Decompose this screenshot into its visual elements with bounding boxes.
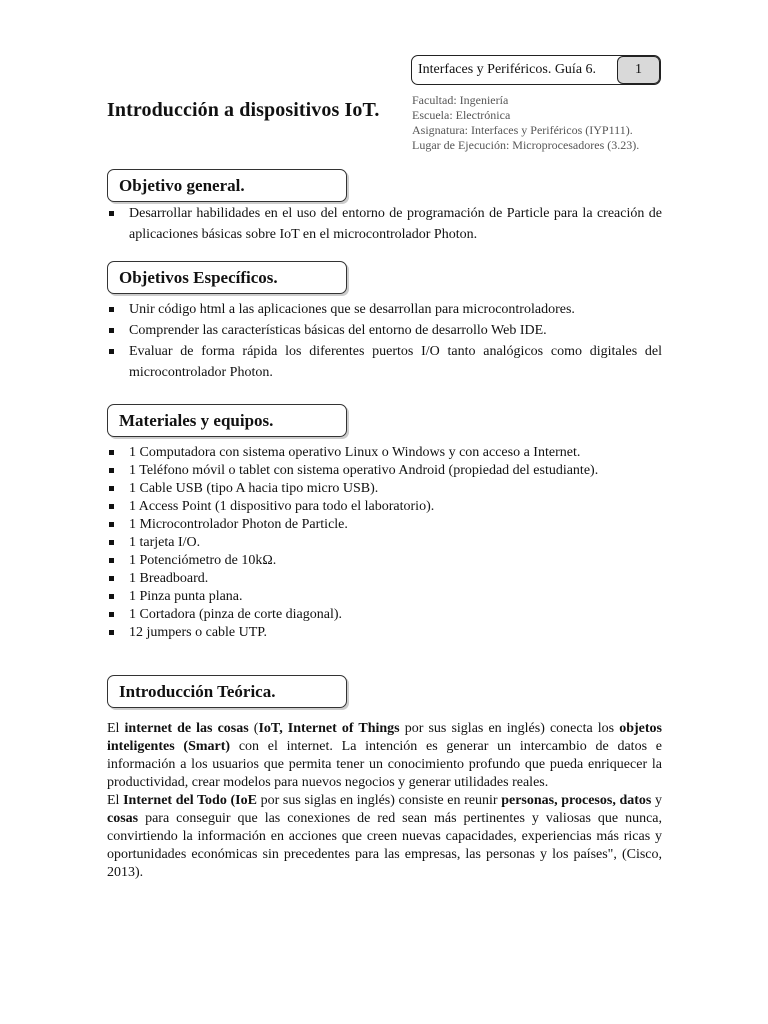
course-meta xyxy=(412,93,639,153)
bold-term: cosas xyxy=(107,811,139,826)
list-item: 1 Computadora con sistema operativo Linux o Windows y con acceso a Internet. xyxy=(107,444,662,462)
bold-term: IoT, Internet of Things xyxy=(258,721,400,736)
bold-term: Internet del Todo (IoE xyxy=(123,793,257,808)
intro-paragraph-2 xyxy=(107,792,662,882)
section-heading-materiales: Materiales y equipos. xyxy=(107,404,347,437)
text-run: por sus siglas en inglés) conecta los xyxy=(399,721,620,736)
text-run: con el internet. La intención es generar un intercambio de datos e información a los usuarios que permita tener un conocimiento profundo que pueda enriquecer la productividad, crear modelos para nuevos negocios y generar utilidades reales. xyxy=(107,739,662,790)
list-item: 1 tarjeta I/O. xyxy=(107,534,662,552)
text-run: El xyxy=(107,793,124,808)
text-run: por sus siglas en inglés) consiste en reunir xyxy=(256,793,502,808)
list-item: Desarrollar habilidades en el uso del entorno de programación de Particle para la creación de aplicaciones básicas sobre IoT en el microcontrolador Photon. xyxy=(107,203,662,245)
course-guide-label: Interfaces y Periféricos. Guía 6. xyxy=(418,62,597,77)
location-line: Lugar de Ejecución: Microprocesadores (3.23). xyxy=(412,138,640,152)
intro-paragraph-1 xyxy=(107,720,662,792)
list-item: 1 Pinza punta plana. xyxy=(107,588,662,606)
section-heading-objetivo-general: Objetivo general. xyxy=(107,169,347,202)
objetivo-general-list xyxy=(107,203,662,245)
page-number: 1 xyxy=(617,56,660,84)
school-line: Escuela: Electrónica xyxy=(412,108,511,122)
text-run: ( xyxy=(248,721,259,736)
bold-term: objetos inteligentes (Smart) xyxy=(107,721,662,754)
list-item: 1 Cortadora (pinza de corte diagonal). xyxy=(107,606,662,624)
list-item: 1 Potenciómetro de 10kΩ. xyxy=(107,552,662,570)
text-run: y xyxy=(651,793,663,808)
list-item: 1 Cable USB (tipo A hacia tipo micro USB). xyxy=(107,480,662,498)
list-item: 1 Microcontrolador Photon de Particle. xyxy=(107,516,662,534)
bold-term: personas, procesos, datos xyxy=(501,793,652,808)
list-item: 1 Access Point (1 dispositivo para todo el laboratorio). xyxy=(107,498,662,516)
list-item: Comprender las características básicas del entorno de desarrollo Web IDE. xyxy=(107,320,662,341)
list-item: 1 Breadboard. xyxy=(107,570,662,588)
list-item: 12 jumpers o cable UTP. xyxy=(107,624,662,642)
list-item: Unir código html a las aplicaciones que se desarrollan para microcontroladores. xyxy=(107,299,662,320)
objetivos-especificos-list xyxy=(107,299,662,383)
introduccion-text xyxy=(107,720,662,882)
list-item: Evaluar de forma rápida los diferentes puertos I/O tanto analógicos como digitales del microcontrolador Photon. xyxy=(107,341,662,383)
text-run: El xyxy=(107,721,125,736)
text-run: para conseguir que las conexiones de red sean más pertinentes y valiosas que nunca, convirtiendo la información en acciones que creen nuevas capacidades, experiencias más ricas y oportunidades económicas sin precedentes para las empresas, las personas y los países", (Cisco, 2013). xyxy=(107,811,662,880)
list-item: 1 Teléfono móvil o tablet con sistema operativo Android (propiedad del estudiante). xyxy=(107,462,662,480)
page-title: Introducción a dispositivos IoT. xyxy=(107,99,380,121)
section-heading-objetivos-especificos: Objetivos Específicos. xyxy=(107,261,347,294)
bold-term: internet de las cosas xyxy=(124,721,249,736)
subject-line: Asignatura: Interfaces y Periféricos (IYP111). xyxy=(412,123,633,137)
materiales-list xyxy=(107,444,662,642)
faculty-line: Facultad: Ingeniería xyxy=(412,93,509,107)
section-heading-introduccion: Introducción Teórica. xyxy=(107,675,347,708)
